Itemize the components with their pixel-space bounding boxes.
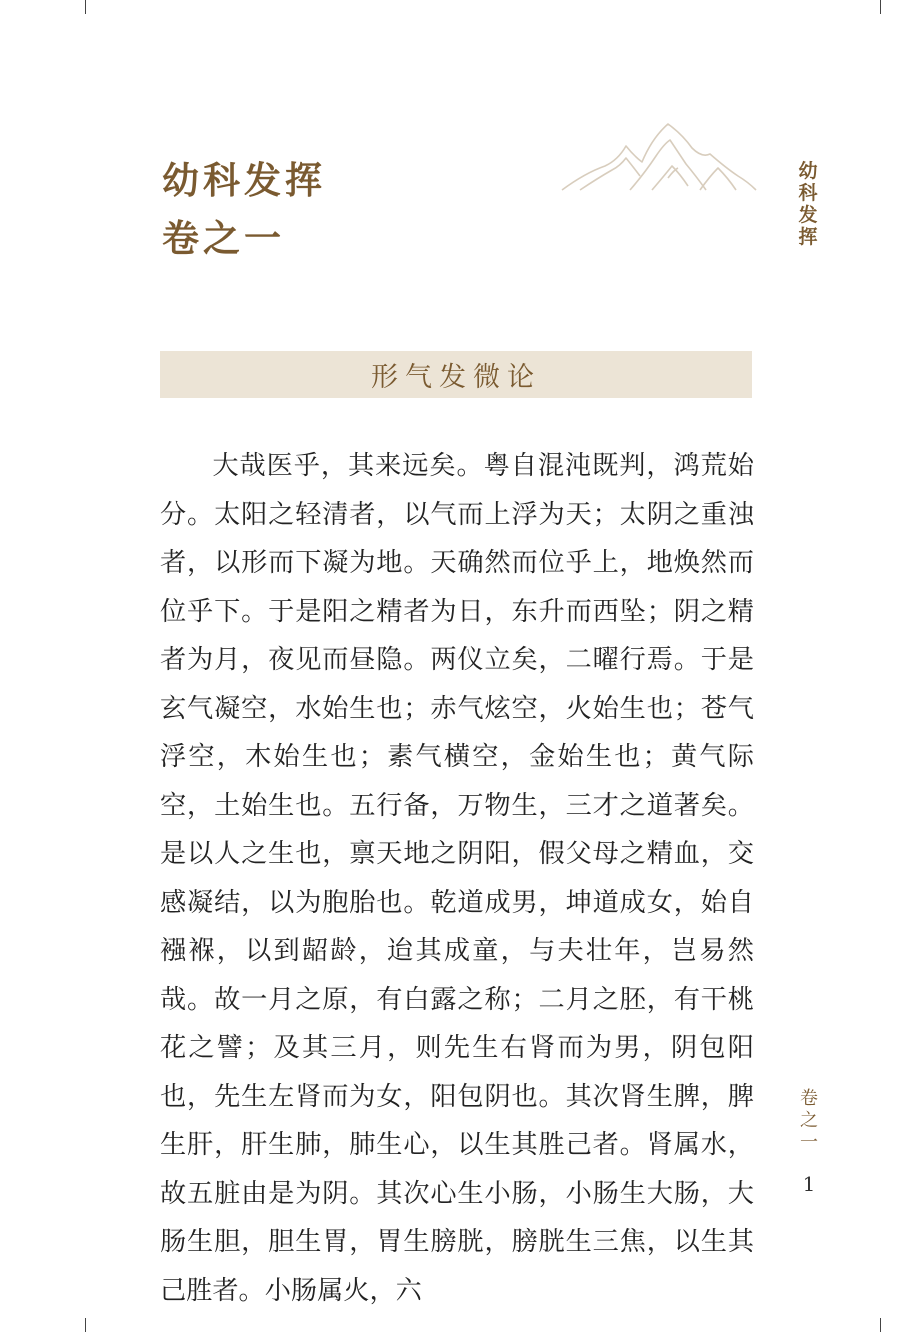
page-number: 1 <box>802 1172 816 1196</box>
crop-mark <box>85 1318 86 1332</box>
page-title <box>162 152 326 268</box>
page-title-line2: 卷之一 <box>162 217 285 260</box>
crop-mark <box>85 0 86 14</box>
side-book-title: 幼科发挥 <box>798 160 818 248</box>
crop-mark <box>880 0 881 14</box>
page-title-line1: 幼科发挥 <box>162 159 326 202</box>
section-banner <box>160 351 752 398</box>
mountains-icon <box>560 118 760 198</box>
side-chapter-label: 卷之一 <box>800 1088 818 1153</box>
body-paragraph: 大哉医乎，其来远矣。粤自混沌既判，鸿荒始分。太阳之轻清者，以气而上浮为天；太阴之重浊者，以形而下凝为地。天确然而位乎上，地焕然而位乎下。于是阳之精者为日，东升而西坠；阴之精者为月，夜见而昼隐。两仪立矣，二曜行焉。于是玄气凝空，水始生也；赤气炫空，火始生也；苍气浮空，木始生也；素气横空，金始生也；黄气际空，土始生也。五行备，万物生，三才之道著矣。是以人之生也，禀天地之阴阳，假父母之精血，交感凝结，以为胞胎也。乾道成男，坤道成女，始自襁褓，以到龆龄，迨其成童，与夫壮年，岂易然哉。故一月之原，有白露之称；二月之胚，有干桃花之譬；及其三月，则先生右肾而为男，阴包阳也，先生左肾而为女，阳包阴也。其次肾生脾，脾生肝，肝生肺，肺生心，以生其胜己者。肾属水，故五脏由是为阴。其次心生小肠，小肠生大肠，大肠生胆，胆生胃，胃生膀胱，膀胱生三焦，以生其己胜者。小肠属火，六 <box>160 451 754 1306</box>
crop-mark <box>880 1318 881 1332</box>
section-title: 形气发微论 <box>371 362 541 393</box>
